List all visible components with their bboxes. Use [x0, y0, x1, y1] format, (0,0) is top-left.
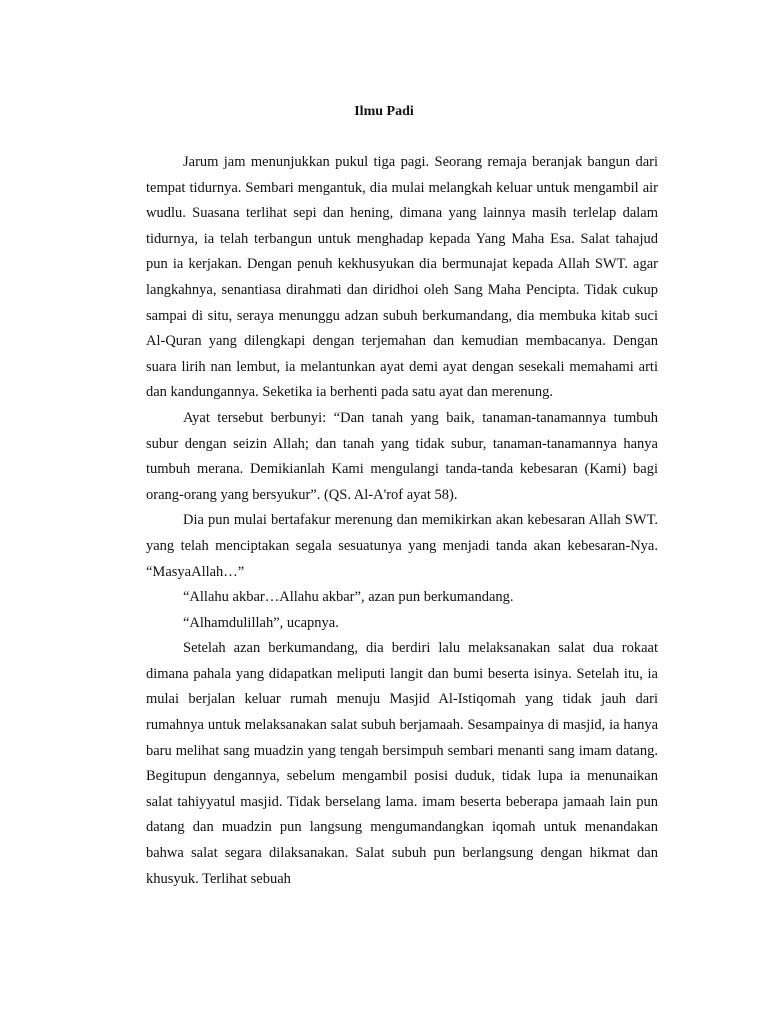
document-title: Ilmu Padi — [354, 104, 414, 119]
paragraph-5: “Alhamdulillah”, ucapnya. — [183, 614, 339, 631]
paragraph-2: Ayat tersebut berbunyi: “Dan tanah yang baik, tanaman-tanamannya tumbuh subur dengan seizin Allah; dan tanah yang tidak subur, tanaman-tanamannya hanya tumbuh merana. Demikianlah Kami mengulangi tanda-tanda kebesaran (Kami) bagi orang-orang yang bersyukur”. (QS. Al-A'rof ayat 58). — [146, 409, 658, 503]
paragraph-3: Dia pun mulai bertafakur merenung dan memikirkan akan kebesaran Allah SWT. yang telah menciptakan segala sesuatunya yang menjadi tanda akan kebesaran-Nya. “MasyaAllah…” — [146, 512, 658, 580]
paragraph-4: “Allahu akbar…Allahu akbar”, azan pun berkumandang. — [183, 589, 514, 606]
document-body — [146, 150, 658, 892]
paragraph-6: Setelah azan berkumandang, dia berdiri lalu melaksanakan salat dua rokaat dimana pahala yang didapatkan meliputi langit dan bumi beserta isinya. Setelah itu, ia mulai berjalan keluar rumah menuju Masjid Al-Istiqomah yang tidak jauh dari rumahnya untuk melaksanakan salat subuh berjamaah. Sesampainya di masjid, ia hanya baru melihat sang muadzin yang tengah bersimpuh sembari menanti sang imam datang. Begitupun dengannya, sebelum mengambil posisi duduk, tidak lupa ia menunaikan salat tahiyyatul masjid. Tidak berselang lama. imam beserta beberapa jamaah lain pun datang dan muadzin pun langsung mengumandangkan iqomah untuk menandakan bahwa salat segara dilaksanakan. Salat subuh pun berlangsung dengan hikmat dan khusyuk. Terlihat sebuah — [146, 640, 658, 887]
paragraph-1: Jarum jam menunjukkan pukul tiga pagi. Seorang remaja beranjak bangun dari tempat tidurnya. Sembari mengantuk, dia mulai melangkah keluar untuk mengambil air wudlu. Suasana terlihat sepi dan hening, dimana yang lainnya masih terlelap dalam tidurnya, ia telah terbangun untuk menghadap kepada Yang Maha Esa. Salat tahajud pun ia kerjakan. Dengan penuh kekhusyukan dia bermunajat kepada Allah SWT. agar langkahnya, senantiasa dirahmati dan diridhoi oleh Sang Maha Pencipta. Tidak cukup sampai di situ, seraya menunggu adzan subuh berkumandang, dia membuka kitab suci Al-Quran yang dilengkapi dengan terjemahan dan kemudian membacanya. Dengan suara lirih nan lembut, ia melantunkan ayat demi ayat dengan sesekali memahami arti dan kandungannya. Seketika ia berhenti pada satu ayat dan merenung. — [146, 154, 658, 401]
